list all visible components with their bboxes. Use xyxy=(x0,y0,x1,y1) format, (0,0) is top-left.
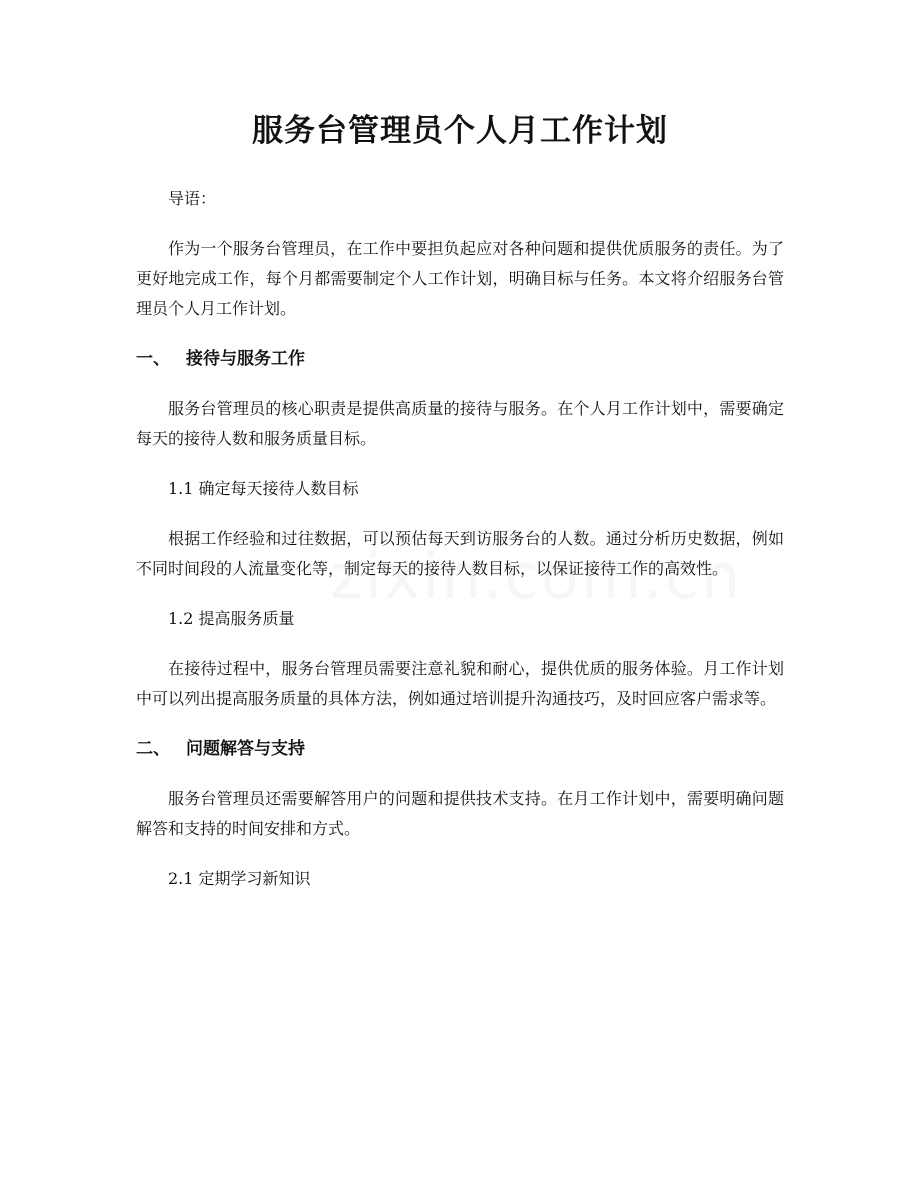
subsection-1-1-title: 1.1 确定每天接待人数目标 xyxy=(168,479,359,498)
section-1-heading xyxy=(136,344,784,374)
document-body xyxy=(136,184,784,914)
section-2-heading xyxy=(136,734,784,764)
subsection-1-2-title: 1.2 提高服务质量 xyxy=(168,609,295,628)
section-2-paragraph: 服务台管理员还需要解答用户的问题和提供技术支持。在月工作计划中，需要明确问题解答和支持的时间安排和方式。 xyxy=(136,789,784,838)
section-1-paragraph: 服务台管理员的核心职责是提供高质量的接待与服务。在个人月工作计划中，需要确定每天的接待人数和服务质量目标。 xyxy=(136,399,784,448)
section-1-number: 一、 xyxy=(136,349,170,369)
intro-label: 导语： xyxy=(168,189,217,208)
subsection-1-1-paragraph: 根据工作经验和过往数据，可以预估每天到访服务台的人数。通过分析历史数据，例如不同时间段的人流量变化等，制定每天的接待人数目标，以保证接待工作的高效性。 xyxy=(136,529,784,578)
section-2-title: 问题解答与支持 xyxy=(186,739,305,759)
section-1-title: 接待与服务工作 xyxy=(186,349,305,369)
subsection-1-2-paragraph: 在接待过程中，服务台管理员需要注意礼貌和耐心，提供优质的服务体验。月工作计划中可以列出提高服务质量的具体方法，例如通过培训提升沟通技巧，及时回应客户需求等。 xyxy=(136,659,784,708)
section-2-number: 二、 xyxy=(136,739,170,759)
subsection-2-1-title: 2.1 定期学习新知识 xyxy=(168,869,311,888)
intro-paragraph: 作为一个服务台管理员，在工作中要担负起应对各种问题和提供优质服务的责任。为了更好地完成工作，每个月都需要制定个人工作计划，明确目标与任务。本文将介绍服务台管理员个人月工作计划。 xyxy=(136,239,784,318)
page-title: 服务台管理员个人月工作计划 xyxy=(252,113,668,149)
